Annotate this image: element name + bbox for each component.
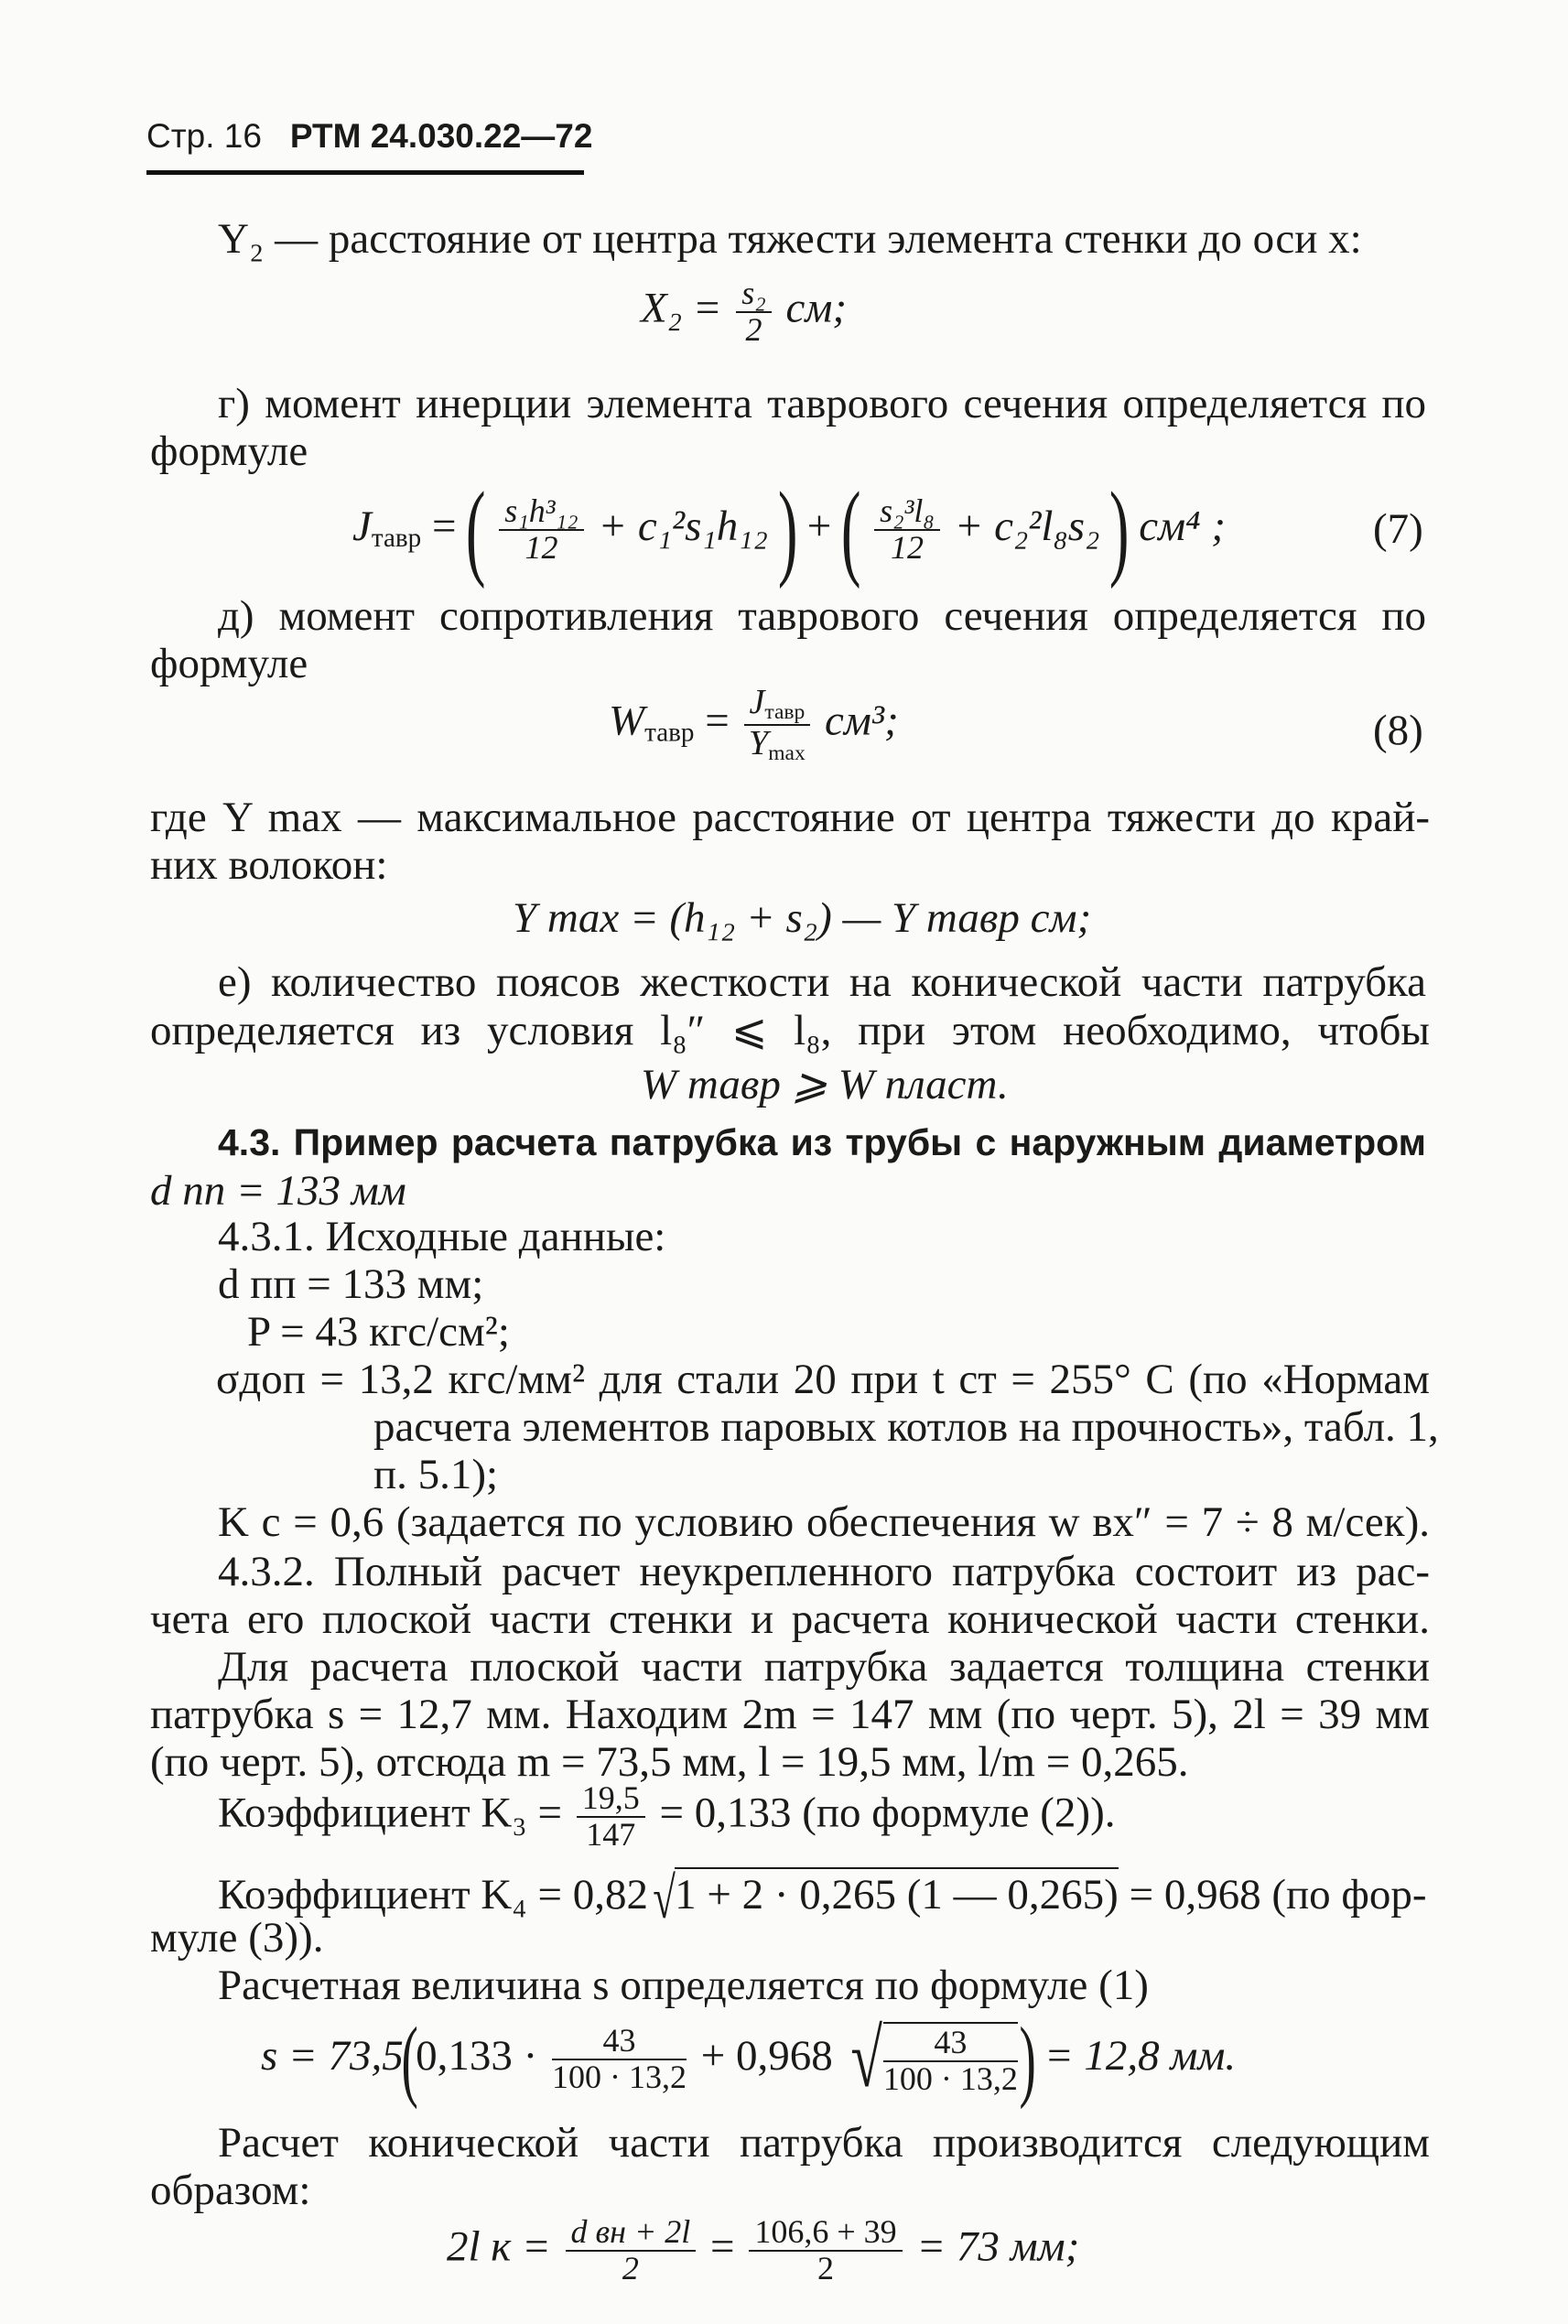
page-header xyxy=(146,119,592,153)
formula-lhs-subscript: тавр xyxy=(371,524,422,554)
formula-lhs-subscript: тавр xyxy=(644,718,695,748)
coefficient-k4: Коэффициент K₄ = 0,82√1 + 2 · 0,265 (1 — 0,265) = 0,968 (по фор- xyxy=(218,1865,1427,1930)
equation-number: (7) xyxy=(1373,505,1423,553)
text-line: (по черт. 5), отсюда m = 73,5 мм, l = 19,5 мм, l/m = 0,265. xyxy=(150,1738,1189,1786)
fraction-numerator: s₂³l₈ xyxy=(874,494,940,531)
text-line: муле (3)). xyxy=(150,1914,324,1962)
input-item: d пп = 133 мм; xyxy=(218,1260,484,1308)
text-line: д) момент сопротивления таврового сечения определяется по xyxy=(218,592,1426,640)
fraction xyxy=(874,494,940,566)
fraction-numerator: s₂ xyxy=(736,276,772,313)
text-line: 4.3.2. Полный расчет неукрепленного патрубка состоит из рас- xyxy=(218,1548,1430,1595)
formula-lk xyxy=(447,2215,1079,2286)
coefficient-k3 xyxy=(218,1781,1115,1853)
formula-s: s = 73,5(0,133 · $\frac{43}{100 \cdot 13,2}$ + 0,968 √ $\frac{43}{100 \cdot 13,2}$ ) = 12,8 мм. xyxy=(261,2008,1237,2110)
fraction-numerator: 43 xyxy=(883,2026,1018,2062)
text-line: е) количество поясов жесткости на конической части патрубка xyxy=(218,958,1426,1006)
fraction xyxy=(499,494,583,566)
section-heading-cont: d пп = 133 мм xyxy=(150,1167,406,1215)
denominator-symbol: Y xyxy=(749,723,769,762)
subsection-heading: 4.3.1. Исходные данные: xyxy=(218,1213,666,1260)
fraction-denominator: 2 xyxy=(622,2249,639,2286)
text-line: формуле xyxy=(150,427,308,475)
input-item: K с = 0,6 (задается по условию обеспечения w вх″ = 7 ÷ 8 м/сек). xyxy=(218,1498,1430,1546)
formula-result: = 12,8 мм. xyxy=(1044,2031,1237,2080)
text-line: определяется из условия l₈″ ⩽ l₈, при этом необходимо, чтобы xyxy=(150,1007,1430,1054)
fraction-numerator: 19,5 xyxy=(577,1781,645,1818)
formula-w-condition: W тавр ⩾ W пласт. xyxy=(641,1061,1009,1108)
input-item: σдоп = 13,2 кгс/мм² для стали 20 при t ст = 255° С (по «Нормам xyxy=(216,1356,1430,1403)
fraction-denominator xyxy=(744,723,811,765)
formula-lhs: J xyxy=(352,502,372,550)
page-number: Стр. 16 xyxy=(146,117,262,155)
text-line: Расчетная величина s определяется по формуле (1) xyxy=(218,1962,1149,2009)
text-line: Расчет конической части патрубка производится следующим xyxy=(218,2119,1430,2167)
fraction xyxy=(744,685,811,764)
fraction xyxy=(566,2215,697,2286)
k3-label: Коэффициент K₃ = xyxy=(218,1789,562,1837)
input-item: P = 43 кгс/см²; xyxy=(247,1308,510,1356)
radicand: 1 + 2 · 0,265 (1 — 0,265) xyxy=(675,1867,1119,1919)
fraction xyxy=(883,2022,1018,2097)
text-line: Для расчета плоской части патрубка задается толщина стенки xyxy=(218,1643,1430,1691)
fraction-denominator: 147 xyxy=(586,1815,636,1853)
fraction-denominator: 2 xyxy=(816,2249,834,2286)
fraction-denominator: 100 · 13,2 xyxy=(882,2060,1018,2097)
formula-unit: см; xyxy=(785,284,848,332)
formula-ymax: Y max = (h₁₂ + s₂) — Y тавр см; xyxy=(513,894,1092,942)
formula-lhs: W xyxy=(609,697,645,745)
formula-x2 xyxy=(641,276,847,348)
fraction-numerator: s₁h³₁₂ xyxy=(499,494,583,531)
formula-unit: см³; xyxy=(825,697,899,745)
text-line: г) момент инерции элемента таврового сечения определяется по xyxy=(218,380,1426,427)
formula-term: 0,133 · xyxy=(416,2031,538,2080)
header-rule xyxy=(146,170,584,175)
section-heading: 4.3. Пример расчета патрубка из трубы с наружным диаметром xyxy=(218,1121,1426,1163)
fraction-numerator: 43 xyxy=(552,2024,687,2060)
text-line: образом: xyxy=(150,2167,311,2214)
fraction-denominator: 2 xyxy=(745,310,762,348)
fraction xyxy=(552,2024,687,2095)
fraction-numerator: d вн + 2l xyxy=(566,2215,697,2252)
fraction-numerator: 106,6 + 39 xyxy=(749,2215,902,2252)
text-line: них волокон: xyxy=(150,841,388,889)
formula-unit: см⁴ ; xyxy=(1139,502,1226,550)
numerator-symbol: J xyxy=(749,683,765,721)
denominator-subscript: max xyxy=(768,740,806,765)
k4-value: = 0,968 (по фор- xyxy=(1129,1870,1427,1919)
numerator-subscript: тавр xyxy=(764,699,806,724)
input-item: п. 5.1); xyxy=(373,1451,499,1498)
text-line: патрубка s = 12,7 мм. Находим 2m = 147 мм (по черт. 5), 2l = 39 мм xyxy=(150,1691,1430,1738)
fraction-numerator xyxy=(744,685,811,726)
fraction xyxy=(577,1781,645,1853)
formula-7: $J_{тавр}$ = ( $\frac{\text{s₁h³₁₂}}{12}$ + c₁²s₁h₁₂ ) + ( $\frac{\text{s₂³l₈}}{12}$ + c₂²l₈s₂ ) см⁴ ; xyxy=(352,470,1226,589)
text-line: где Y max — максимальное расстояние от центра тяжести до край- xyxy=(150,794,1430,841)
formula-operator: + xyxy=(806,502,832,550)
text-line: чета его плоской части стенки и расчета конической части стенки. xyxy=(150,1595,1430,1643)
equation-number: (8) xyxy=(1373,707,1423,754)
fraction-denominator: 12 xyxy=(890,529,924,566)
formula-term: + 0,968 xyxy=(700,2031,833,2080)
formula-lhs: s = 73,5 xyxy=(261,2031,404,2080)
fraction xyxy=(749,2215,902,2286)
formula-operator: = xyxy=(710,2222,735,2271)
text-line: формуле xyxy=(150,640,308,687)
input-item: расчета элементов паровых котлов на прочность», табл. 1, xyxy=(373,1403,1439,1451)
formula-term: + c₂²l₈s₂ xyxy=(954,502,1100,550)
formula-term: + c₁²s₁h₁₂ xyxy=(598,502,768,550)
fraction-denominator: 100 · 13,2 xyxy=(551,2059,687,2095)
k4-label: Коэффициент K₄ = 0,82 xyxy=(218,1870,648,1919)
formula-result: = 73 мм; xyxy=(916,2222,1080,2271)
k3-value: = 0,133 (по формуле (2)). xyxy=(659,1789,1116,1837)
formula-8: $W_{тавр}$ = $\frac{J_{тавр}}{Y_{max}}$ см³; xyxy=(609,683,899,765)
formula-lhs: X₂ = xyxy=(641,284,722,332)
formula-lhs: 2l к = xyxy=(447,2222,551,2271)
fraction xyxy=(736,276,772,348)
text-line: Y₂ — расстояние от центра тяжести элемента стенки до оси x: xyxy=(218,215,1362,263)
document-code: РТМ 24.030.22—72 xyxy=(289,117,593,155)
fraction-denominator: 12 xyxy=(524,529,558,566)
